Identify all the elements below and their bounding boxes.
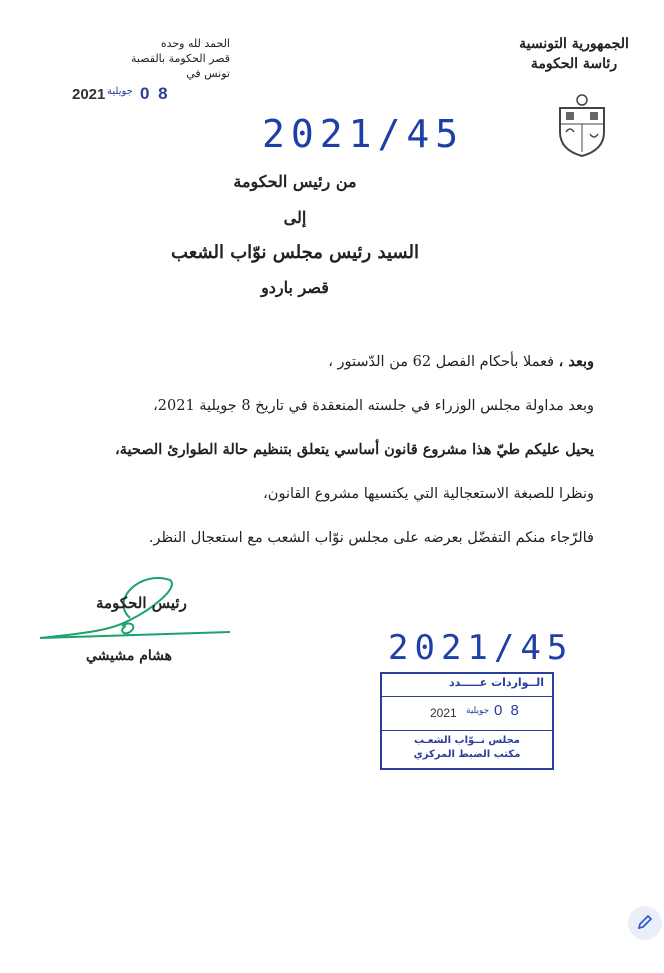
paragraph-4: ونظرا للصبغة الاستعجالية التي يكتسيها مشروع القانون، bbox=[263, 486, 594, 502]
stamp-date-row bbox=[382, 696, 552, 731]
header-date-year: 2021 bbox=[72, 86, 106, 103]
paragraph-5: فالرّجاء منكم التفضّل بعرضه على مجلس نوّاب الشعب مع استعجال النظر. bbox=[148, 530, 594, 546]
paragraph-2: وبعد مداولة مجلس الوزراء في جلسته المنعقدة في تاريخ 8 جويلية 2021، bbox=[153, 398, 594, 414]
stamp-footer-line2: مكتب الضبط المركزي bbox=[413, 749, 521, 760]
stamp-header-row bbox=[382, 674, 552, 697]
presidency-name: رئاسة الحكومة bbox=[530, 56, 618, 72]
stamp-date-month: جويلية bbox=[466, 706, 490, 716]
tunis-on-text: تونس في bbox=[186, 67, 230, 80]
signatory-title: رئيس الحكومة bbox=[96, 594, 187, 612]
stamp-date-year: 2021 bbox=[430, 706, 457, 720]
stamp-reference-number: 2021/45 bbox=[388, 628, 574, 668]
to-line: إلى bbox=[283, 208, 307, 227]
edit-button[interactable] bbox=[628, 906, 662, 940]
invocation-text: الحمد لله وحده bbox=[160, 37, 230, 50]
header-date-day: 0 8 bbox=[140, 84, 170, 103]
recipient-line: السيد رئيس مجلس نوّاب الشعب bbox=[171, 242, 419, 263]
pencil-icon bbox=[635, 913, 655, 933]
header-date-month: جويلية bbox=[107, 86, 133, 97]
stamp-date-day: 0 8 bbox=[494, 702, 521, 719]
signatory-name: هشام مشيشي bbox=[86, 648, 173, 664]
incoming-mail-stamp bbox=[380, 672, 554, 770]
stamp-footer bbox=[382, 730, 552, 768]
republic-name: الجمهورية التونسية bbox=[519, 36, 629, 52]
coat-of-arms-icon bbox=[552, 92, 612, 158]
header-right bbox=[514, 34, 634, 74]
stamp-footer-line1: مجلس نــوّاب الشعـب bbox=[414, 735, 520, 746]
reference-number: 2021/45 bbox=[262, 112, 465, 156]
paragraph-1-text: فعملا بأحكام الفصل 62 من الدّستور ، bbox=[328, 354, 555, 370]
paragraph-3-text: طيّ هذا مشروع قانون أساسي يتعلق بتنظيم حالة الطوارئ الصحية، bbox=[115, 441, 521, 458]
header-left bbox=[85, 36, 230, 81]
paragraph-3-lead: يحيل عليكم bbox=[524, 441, 594, 458]
sender-line: من رئيس الحكومة bbox=[233, 172, 357, 191]
stamp-header-text: الــواردات عـــــدد bbox=[448, 676, 544, 689]
place-line: قصر باردو bbox=[261, 278, 329, 297]
paragraph-1 bbox=[74, 352, 594, 372]
government-palace-text: قصر الحكومة بالقصبة bbox=[131, 52, 230, 65]
paragraph-1-lead: وبعد ، bbox=[558, 353, 594, 370]
paragraph-3 bbox=[74, 440, 594, 460]
